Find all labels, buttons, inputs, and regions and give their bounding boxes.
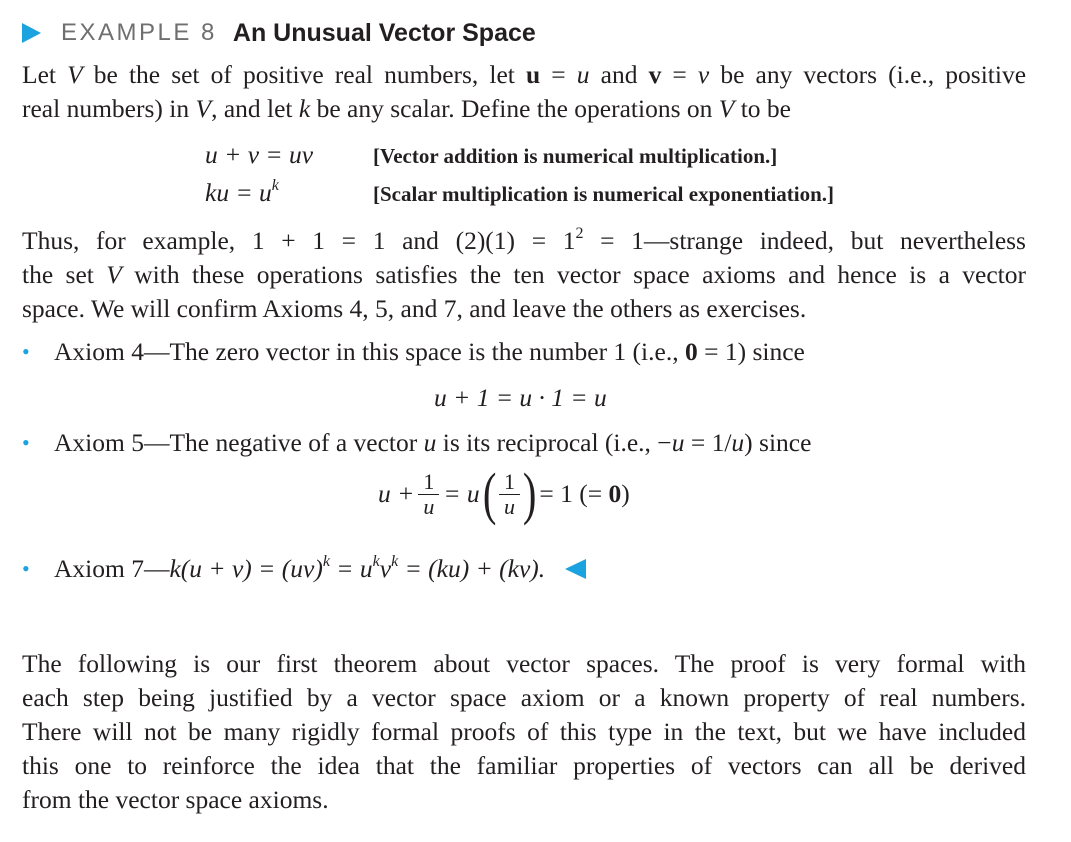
example-header [22, 17, 536, 49]
thus-line-2: the set V with these operations satisfies the ten vector space axioms and hence is a vector [22, 260, 1026, 289]
bullet-dot-icon: • [22, 556, 30, 581]
axiom-4-text: Axiom 4—The zero vector in this space is the number 1 (i.e., 0 = 1) since [54, 337, 805, 366]
intro-line-2: real numbers) in V, and let k be any scalar. Define the operations on V to be [22, 94, 791, 123]
addition-note: [Vector addition is numerical multiplication.] [373, 144, 778, 168]
axiom-4-equation: u + 1 = u · 1 = u [434, 383, 607, 412]
axiom-5-item [22, 428, 811, 458]
axiom-5-eq-mid: = u [443, 479, 480, 508]
following-line-1: The following is our first theorem about vector spaces. The proof is very formal with [22, 649, 1026, 678]
addition-equation: u + v = uv [205, 140, 314, 169]
axiom-5-text: Axiom 5—The negative of a vector u is its reciprocal (i.e., −u = 1/u) since [54, 428, 812, 457]
scalar-note: [Scalar multiplication is numerical exponentiation.] [373, 182, 835, 206]
scalar-equation: ku = $u^k$ [205, 177, 279, 207]
axiom-7-text: Axiom 7—k(u + $v) = (uv)^k = u^kv^k = (ku) + (kv)$. [54, 553, 546, 583]
following-line-3: There will not be many rigidly formal proofs of this type in the text, but we have included [22, 717, 1026, 746]
example-start-arrow-icon [22, 23, 41, 43]
axiom-4-item [22, 337, 805, 367]
axiom-5-eq-rhs: = 1 (= 0) [539, 479, 630, 508]
thus-paragraph [22, 224, 1026, 326]
following-line-2: each step being justified by a vector space axiom or a known property of real numbers. [22, 683, 1026, 712]
example-label: EXAMPLE 8 [61, 19, 217, 46]
bullet-dot-icon: • [22, 430, 30, 455]
example-title: An Unusual Vector Space [232, 18, 536, 47]
thus-line-3: space. We will confirm Axioms 4, 5, and 7, and leave the others as exercises. [22, 294, 807, 323]
following-line-4: this one to reinforce the idea that the familiar properties of vectors can all be derived [22, 751, 1026, 780]
fraction-one-over-u-2: $\frac{1}{u}$ [499, 470, 520, 519]
axiom-7-item [22, 554, 586, 584]
left-paren: ( [482, 461, 497, 526]
thus-line-1: Thus, for example, 1 + 1 = 1 and $(2)(1) = 1^2$ = 1—strange indeed, but nevertheless [22, 225, 1026, 255]
right-paren: ) [522, 461, 537, 526]
intro-line-1: Let V be the set of positive real numbers, let u = u and v = v be any vectors (i.e., positive [22, 60, 1027, 89]
axiom-5-eq-lhs: u + [378, 479, 415, 508]
following-line-5: from the vector space axioms. [22, 785, 329, 814]
example-end-arrow-icon [565, 559, 586, 579]
fraction-one-over-u: $\frac{1}{u}$ [418, 470, 439, 519]
intro-paragraph [22, 58, 1026, 126]
axiom-5-equation [378, 461, 630, 526]
following-paragraph [22, 647, 1026, 817]
bullet-dot-icon: • [22, 339, 30, 364]
